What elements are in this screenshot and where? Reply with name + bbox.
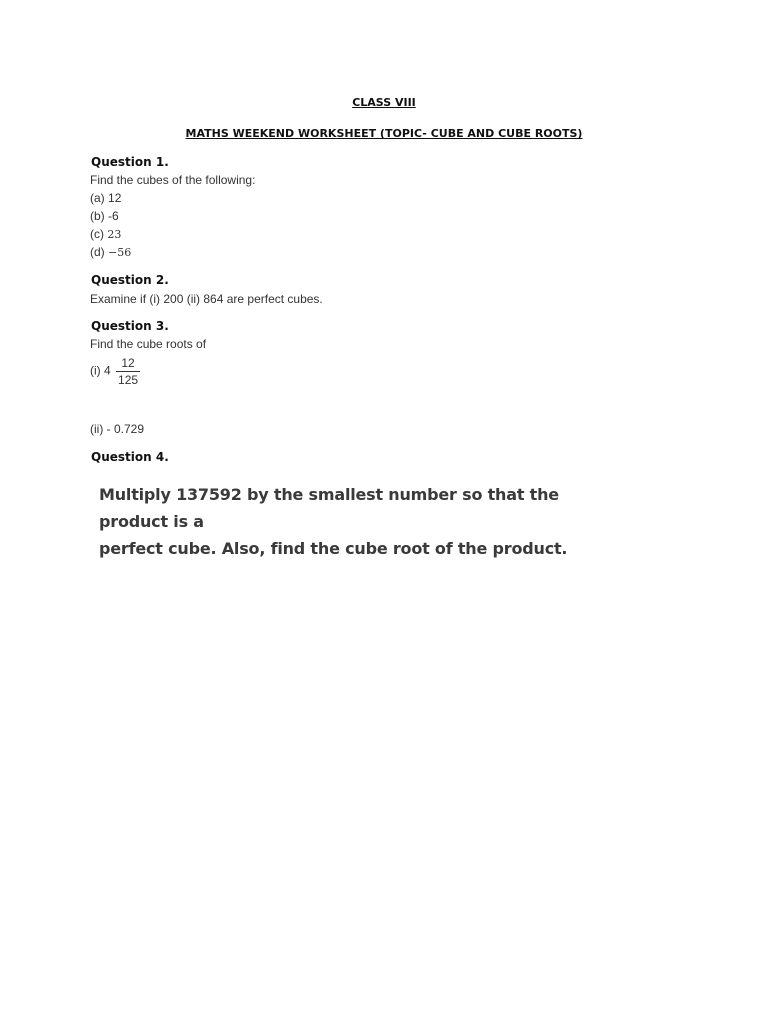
worksheet-title: MATHS WEEKEND WORKSHEET (TOPIC- CUBE AND CUBE ROOTS) <box>185 127 583 140</box>
class-title: CLASS VIII <box>352 96 416 109</box>
question-4-text-line-2: perfect cube. Also, find the cube root of the product. <box>99 539 568 558</box>
item-label: (d) <box>90 245 105 259</box>
question-4-text-line-1: Multiply 137592 by the smallest number so that the product is a <box>99 485 559 531</box>
fraction-denominator: 125 <box>118 373 139 387</box>
item-value: 23 <box>107 228 122 241</box>
part-i-label: (i) 4 <box>90 363 111 378</box>
question-1-heading: Question 1. <box>91 155 169 169</box>
question-1-item-b <box>90 209 119 223</box>
item-value: −56 <box>108 246 132 259</box>
question-4-text <box>99 481 619 562</box>
mixed-fraction <box>116 356 140 387</box>
question-1-instruction: Find the cubes of the following: <box>90 173 256 187</box>
question-2-instruction: Examine if (i) 200 (ii) 864 are perfect cubes. <box>90 292 323 306</box>
question-4-heading: Question 4. <box>91 450 169 464</box>
question-3-heading: Question 3. <box>91 319 169 333</box>
item-label: (c) <box>90 227 104 241</box>
question-2-heading: Question 2. <box>91 273 169 287</box>
fraction-numerator: 12 <box>116 356 140 372</box>
item-value: 12 <box>108 191 122 205</box>
question-3-part-ii: (ii) - 0.729 <box>90 422 145 436</box>
question-1-item-d <box>90 245 131 259</box>
item-value: -6 <box>108 209 119 223</box>
question-1-item-a <box>90 191 121 205</box>
item-label: (b) <box>90 209 105 223</box>
question-1-item-c <box>90 227 121 241</box>
item-label: (a) <box>90 191 105 205</box>
question-3-instruction: Find the cube roots of <box>90 337 207 351</box>
question-3-part-i <box>90 356 140 387</box>
